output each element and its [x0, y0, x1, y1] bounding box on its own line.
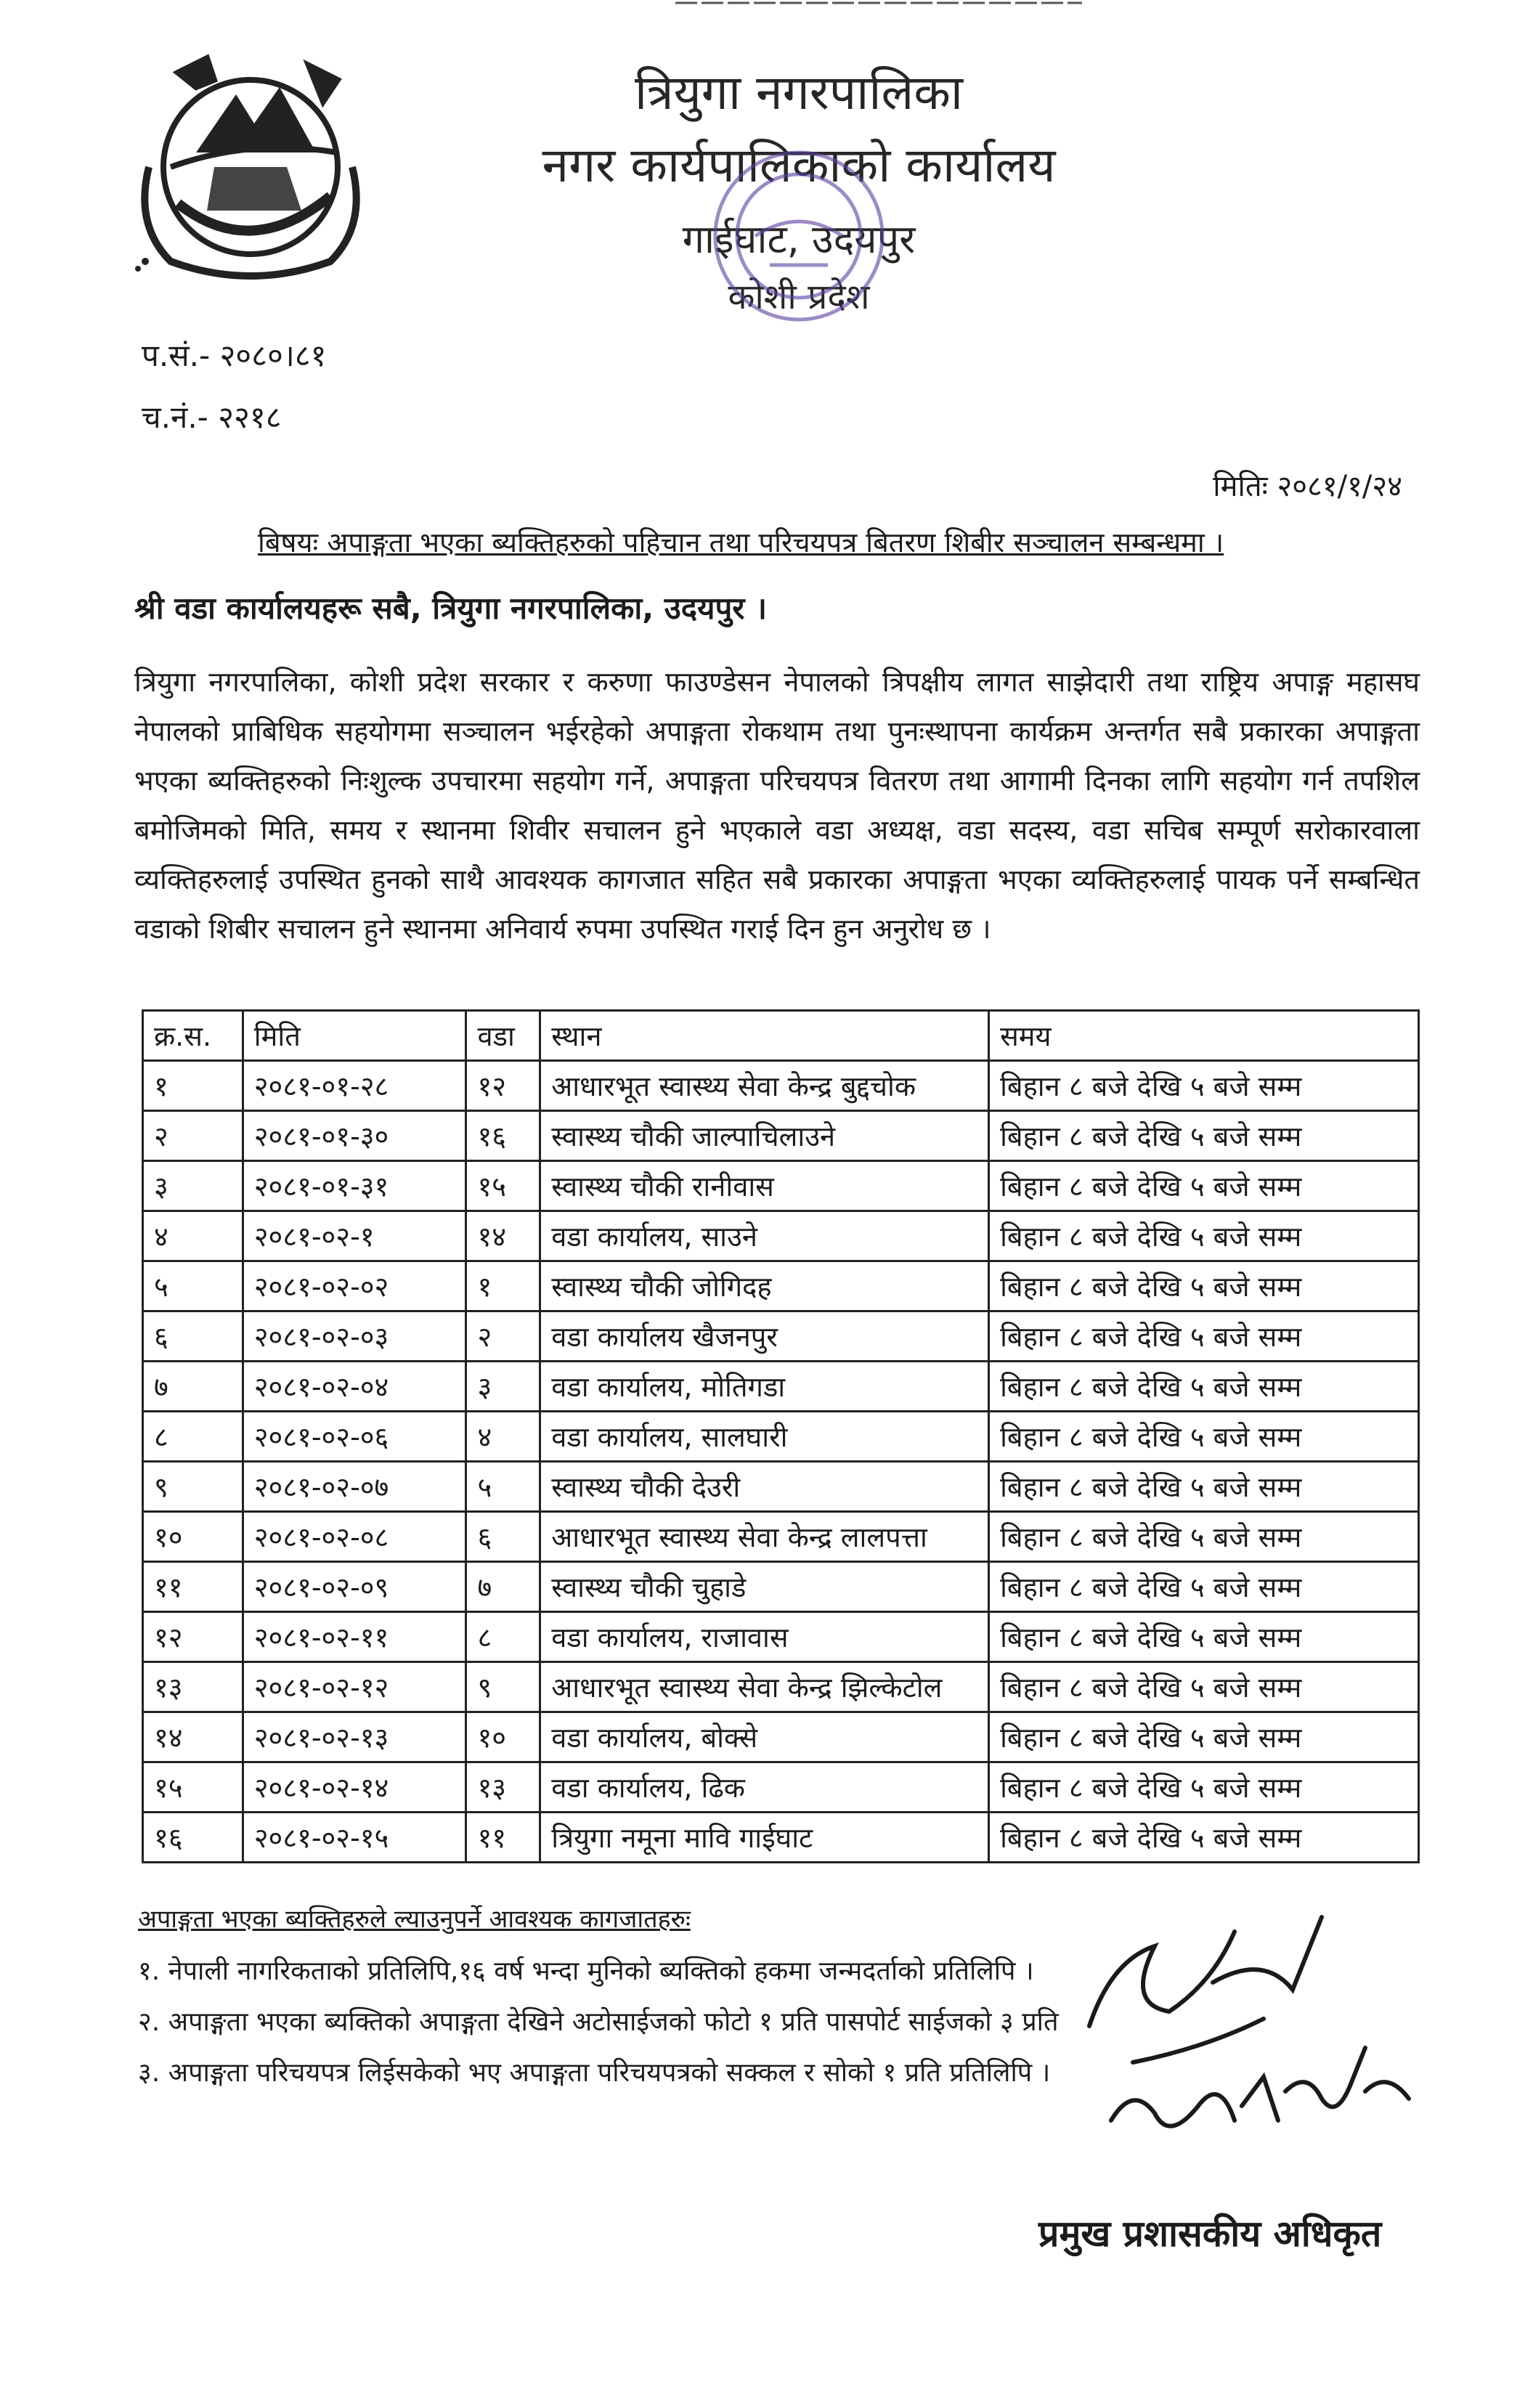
cell-date: २०८१-०२-१ — [243, 1211, 466, 1261]
cell-location: वडा कार्यालय, सालघारी — [540, 1412, 989, 1462]
cell-ward: १ — [466, 1261, 540, 1311]
cell-time: बिहान ८ बजे देखि ५ बजे सम्म — [989, 1562, 1419, 1612]
cell-time: बिहान ८ बजे देखि ५ बजे सम्म — [989, 1061, 1419, 1111]
document-item: १. नेपाली नागरिकताको प्रतिलिपि,१६ वर्ष भन्दा मुनिको ब्यक्तिको हकमा जन्मदर्ताको प्रतिलिपि । — [138, 1956, 1034, 1986]
cell-location: स्वास्थ्य चौकी जोगिदह — [540, 1261, 989, 1311]
table-row — [143, 1562, 1419, 1612]
cell-ward: ८ — [466, 1612, 540, 1662]
cell-serial: १२ — [143, 1612, 243, 1662]
cell-time: बिहान ८ बजे देखि ५ बजे सम्म — [989, 1612, 1419, 1662]
cell-time: बिहान ८ बजे देखि ५ बजे सम्म — [989, 1362, 1419, 1412]
cell-time: बिहान ८ बजे देखि ५ बजे सम्म — [989, 1813, 1419, 1863]
cell-ward: ९ — [466, 1662, 540, 1712]
cell-location: स्वास्थ्य चौकी चुहाडे — [540, 1562, 989, 1612]
cell-date: २०८१-०२-०३ — [243, 1311, 466, 1362]
cell-time: बिहान ८ बजे देखि ५ बजे सम्म — [989, 1412, 1419, 1462]
cell-time: बिहान ८ बजे देखि ५ बजे सम्म — [989, 1161, 1419, 1211]
cell-time: बिहान ८ बजे देखि ५ बजे सम्म — [989, 1462, 1419, 1512]
table-row — [143, 1462, 1419, 1512]
cell-time: बिहान ८ बजे देखि ५ बजे सम्म — [989, 1662, 1419, 1712]
table-row — [143, 1662, 1419, 1712]
cell-serial: ६ — [143, 1311, 243, 1362]
cell-ward: ५ — [466, 1462, 540, 1512]
document-item: ३. अपाङ्गता परिचयपत्र लिईसकेको भए अपाङ्गता परिचयपत्रको सक्कल र सोको १ प्रति प्रतिलिपि । — [138, 2058, 1051, 2088]
table-row — [143, 1362, 1419, 1412]
cell-date: २०८१-०१-३० — [243, 1111, 466, 1161]
cell-serial: १६ — [143, 1813, 243, 1863]
cell-date: २०८१-०२-१३ — [243, 1712, 466, 1762]
cell-date: २०८१-०२-०२ — [243, 1261, 466, 1311]
cell-date: २०८१-०२-०६ — [243, 1412, 466, 1462]
table-header-row — [143, 1011, 1419, 1061]
cell-time: बिहान ८ बजे देखि ५ बजे सम्म — [989, 1311, 1419, 1362]
table-row — [143, 1211, 1419, 1261]
cell-time: बिहान ८ बजे देखि ५ बजे सम्म — [989, 1762, 1419, 1813]
cell-date: २०८१-०२-११ — [243, 1612, 466, 1662]
cell-date: २०८१-०२-०४ — [243, 1362, 466, 1412]
cell-ward: २ — [466, 1311, 540, 1362]
col-header-ward: वडा — [466, 1011, 540, 1061]
reference-number: प.सं.- २०८०।८१ — [142, 338, 327, 373]
cell-date: २०८१-०२-०७ — [243, 1462, 466, 1512]
table-row — [143, 1161, 1419, 1211]
handwritten-signature-icon — [1046, 1903, 1452, 2208]
cell-ward: ३ — [466, 1362, 540, 1412]
table-row — [143, 1712, 1419, 1762]
cell-serial: ११ — [143, 1562, 243, 1612]
cell-location: वडा कार्यालय, मोतिगडा — [540, 1362, 989, 1412]
letter-date: मितिः २०८१/१/२४ — [1213, 470, 1402, 503]
cell-serial: २ — [143, 1111, 243, 1161]
scan-top-line — [675, 0, 1082, 7]
table-row — [143, 1813, 1419, 1863]
cell-location: आधारभूत स्वास्थ्य सेवा केन्द्र लालपत्ता — [540, 1512, 989, 1562]
cell-date: २०८१-०१-२८ — [243, 1061, 466, 1111]
table-row — [143, 1412, 1419, 1462]
office-address: गाईघाट, उदयपुर — [682, 216, 916, 262]
cell-location: वडा कार्यालय, साउने — [540, 1211, 989, 1261]
cell-time: बिहान ८ बजे देखि ५ बजे सम्म — [989, 1211, 1419, 1261]
cell-location: वडा कार्यालय खैजनपुर — [540, 1311, 989, 1362]
cell-ward: १३ — [466, 1762, 540, 1813]
cell-serial: ९ — [143, 1462, 243, 1512]
table-row — [143, 1261, 1419, 1311]
office-name: नगर कार्यपालिकाको कार्यालय — [542, 137, 1056, 193]
dispatch-number: च.नं.- २२१८ — [142, 399, 282, 435]
letter-body: त्रियुगा नगरपालिका, कोशी प्रदेश सरकार र करुणा फाउण्डेसन नेपालको त्रिपक्षीय लागत साझेदारी तथा राष्ट्रिय अपाङ्ग महासघ नेपालको प्राबिधिक सहयोगमा सञ्चालन भईरहेको अपाङ्गता रोकथाम तथा पुनःस्थापना कार्यक्रम अन्तर्गत सबै प्रकारका अपाङ्गता भएका ब्यक्तिहरुको निःशुल्क उपचारमा सहयोग गर्ने, अपाङ्गता परिचयपत्र वितरण तथा आगामी दिनका लागि सहयोग गर्न तपशिल बमोजिमको मिति, समय र स्थानमा शिवीर सचालन हुने भएकाले वडा अध्यक्ष, वडा सदस्य, वडा सचिब सम्पूर्ण सरोकारवाला व्यक्तिहरुलाई उपस्थित हुनको साथै आवश्यक कागजात सहित सबै प्रकारका अपाङ्गता भएका व्यक्तिहरुलाई पायक पर्ने सम्बन्धित वडाको शिबीर सचालन हुने स्थानमा अनिवार्य रुपमा उपस्थित गराई दिन हुन अनुरोध छ । — [134, 666, 1420, 945]
cell-serial: ३ — [143, 1161, 243, 1211]
cell-location: स्वास्थ्य चौकी जाल्पाचिलाउने — [540, 1111, 989, 1161]
signatory-title: प्रमुख प्रशासकीय अधिकृत — [1038, 2213, 1382, 2255]
cell-location: आधारभूत स्वास्थ्य सेवा केन्द्र झिल्केटोल — [540, 1662, 989, 1712]
col-header-serial: क्र.स. — [143, 1011, 243, 1061]
cell-serial: १५ — [143, 1762, 243, 1813]
cell-location: स्वास्थ्य चौकी देउरी — [540, 1462, 989, 1512]
cell-time: बिहान ८ बजे देखि ५ बजे सम्म — [989, 1712, 1419, 1762]
cell-serial: १० — [143, 1512, 243, 1562]
document-item: २. अपाङ्गता भएका ब्यक्तिको अपाङ्गता देखिने अटोसाईजको फोटो १ प्रति पासपोर्ट साईजको ३ प्रति — [138, 2007, 1059, 2037]
table-row — [143, 1311, 1419, 1362]
cell-date: २०८१-०१-३१ — [243, 1161, 466, 1211]
letter-subject: बिषयः अपाङ्गता भएका ब्यक्तिहरुको पहिचान तथा परिचयपत्र बितरण शिबीर सञ्चालन सम्बन्धमा । — [258, 526, 1224, 558]
cell-date: २०८१-०२-०९ — [243, 1562, 466, 1612]
table-row — [143, 1612, 1419, 1662]
cell-serial: ७ — [143, 1362, 243, 1412]
cell-ward: १२ — [466, 1061, 540, 1111]
table-row — [143, 1111, 1419, 1161]
cell-location: आधारभूत स्वास्थ्य सेवा केन्द्र बुद्दचोक — [540, 1061, 989, 1111]
cell-location: वडा कार्यालय, बोक्से — [540, 1712, 989, 1762]
office-stamp-icon — [661, 127, 937, 352]
cell-ward: १५ — [466, 1161, 540, 1211]
cell-date: २०८१-०२-१४ — [243, 1762, 466, 1813]
cell-time: बिहान ८ बजे देखि ५ बजे सम्म — [989, 1512, 1419, 1562]
col-header-time: समय — [989, 1011, 1419, 1061]
documents-title: अपाङ्गता भएका ब्यक्तिहरुले ल्याउनुपर्ने आवश्यक कागजातहरुः — [138, 1905, 691, 1934]
cell-time: बिहान ८ बजे देखि ५ बजे सम्म — [989, 1261, 1419, 1311]
cell-ward: ६ — [466, 1512, 540, 1562]
cell-serial: १३ — [143, 1662, 243, 1712]
cell-date: २०८१-०२-१२ — [243, 1662, 466, 1712]
cell-ward: ११ — [466, 1813, 540, 1863]
cell-ward: १० — [466, 1712, 540, 1762]
cell-date: २०८१-०२-१५ — [243, 1813, 466, 1863]
cell-ward: ४ — [466, 1412, 540, 1462]
schedule-table — [142, 1009, 1420, 1863]
cell-time: बिहान ८ बजे देखि ५ बजे सम्म — [989, 1111, 1419, 1161]
cell-location: वडा कार्यालय, राजावास — [540, 1612, 989, 1662]
nepal-government-emblem-icon — [127, 44, 374, 283]
cell-serial: १ — [143, 1061, 243, 1111]
table-row — [143, 1762, 1419, 1813]
table-row — [143, 1061, 1419, 1111]
cell-date: २०८१-०२-०८ — [243, 1512, 466, 1562]
cell-serial: ५ — [143, 1261, 243, 1311]
cell-ward: १४ — [466, 1211, 540, 1261]
col-header-location: स्थान — [540, 1011, 989, 1061]
cell-serial: ४ — [143, 1211, 243, 1261]
letter-addressee: श्री वडा कार्यालयहरू सबै, त्रियुगा नगरपालिका, उदयपुर । — [134, 590, 768, 626]
cell-ward: १६ — [466, 1111, 540, 1161]
municipality-name: त्रियुगा नगरपालिका — [634, 65, 964, 121]
province-name: कोशी प्रदेश — [728, 277, 870, 317]
cell-location: वडा कार्यालय, ढिक — [540, 1762, 989, 1813]
cell-location: त्रियुगा नमूना मावि गाईघाट — [540, 1813, 989, 1863]
cell-serial: ८ — [143, 1412, 243, 1462]
cell-location: स्वास्थ्य चौकी रानीवास — [540, 1161, 989, 1211]
cell-ward: ७ — [466, 1562, 540, 1612]
col-header-date: मिति — [243, 1011, 466, 1061]
table-row — [143, 1512, 1419, 1562]
cell-serial: १४ — [143, 1712, 243, 1762]
